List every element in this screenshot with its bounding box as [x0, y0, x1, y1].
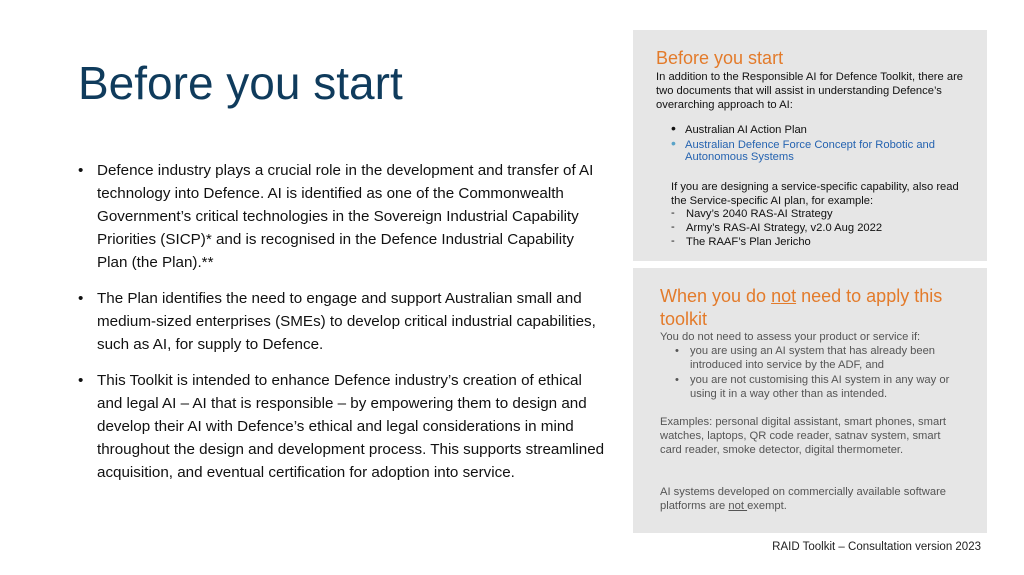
main-bullet-item — [78, 369, 608, 484]
before-you-start-panel — [633, 30, 987, 261]
service-plan-item — [671, 207, 971, 221]
footer-text: RAID Toolkit – Consultation version 2023 — [772, 541, 981, 553]
bullet-icon: • — [675, 345, 679, 357]
exempt-part: exempt. — [747, 500, 787, 512]
heading-part: When you do — [660, 286, 772, 306]
dash-icon: - — [671, 207, 675, 219]
service-plan-item — [671, 221, 971, 235]
main-bullet-text: The Plan identifies the need to engage and support Australian small and medium-sized enterprises (SMEs) to develop critical industrial capabilities, such as AI, for supply to Defence. — [97, 290, 596, 353]
main-bullet-list — [78, 159, 608, 497]
document-name: Australian AI Action Plan — [685, 124, 807, 136]
service-plan-name: Army’s RAS-AI Strategy, v2.0 Aug 2022 — [686, 222, 883, 234]
main-bullet-item — [78, 159, 608, 274]
service-plan-name: Navy’s 2040 RAS-AI Strategy — [686, 208, 833, 220]
panel-intro-text: In addition to the Responsible AI for Defence Toolkit, there are two documents that will assist in understanding Defence’s overarching approach to AI: — [656, 71, 964, 111]
dash-icon: - — [671, 235, 675, 247]
bullet-icon: • — [671, 134, 676, 151]
service-plan-item — [671, 235, 971, 249]
heading-part: need to apply this toolkit — [660, 286, 943, 329]
main-bullet-item — [78, 287, 608, 356]
service-specific-intro: If you are designing a service-specific capability, also read the Service-specific AI plan, for example: — [671, 181, 959, 207]
main-bullet-text: Defence industry plays a crucial role in the development and transfer of AI technology into Defence. AI is identified as one of the Commonwealth Government’s critical technologies in the Sovereign Industrial Capability Priorities (SICP)* and is recognised in the Defence Industrial Capability Plan (the Plan).** — [97, 162, 594, 271]
not-needed-panel — [633, 268, 987, 533]
service-plan-list — [671, 207, 971, 249]
condition-list — [675, 344, 965, 402]
exempt-part: AI systems developed on commercially available software platforms are — [660, 486, 947, 512]
condition-item — [675, 373, 965, 401]
heading-underlined: not — [771, 286, 797, 306]
bullet-icon: • — [78, 372, 84, 389]
exempt-underlined: not — [728, 500, 748, 512]
document-list — [671, 120, 971, 166]
dash-icon: - — [671, 221, 675, 233]
condition-item — [675, 344, 965, 372]
document-link[interactable]: Australian Defence Force Concept for Robotic and Autonomous Systems — [685, 138, 935, 163]
document-item-link[interactable] — [671, 134, 971, 164]
bullet-icon: • — [78, 162, 84, 179]
service-plan-name: The RAAF’s Plan Jericho — [686, 236, 811, 248]
condition-text: you are not customising this AI system in any way or using it in a way other than as intended. — [690, 374, 950, 400]
panel-intro-text: You do not need to assess your product or service if: — [660, 331, 921, 343]
main-bullet-text: This Toolkit is intended to enhance Defence industry’s creation of ethical and legal AI – AI that is responsible – by empowering them to design and develop their AI with Defence’s ethical and legal considerations in mind throughout the design and development process. This supports streamlined acquisition, and eventual certification for adoption into service. — [97, 372, 605, 481]
condition-text: you are using an AI system that has already been introduced into service by the ADF, and — [690, 345, 936, 371]
document-item — [671, 120, 971, 137]
examples-text: Examples: personal digital assistant, smart phones, smart watches, laptops, QR code reader, satnav system, smart card reader, smoke detector, digital thermometer. — [660, 416, 947, 456]
panel-heading: Before you start — [656, 48, 784, 68]
bullet-icon: • — [78, 290, 84, 307]
slide-title: Before you start — [78, 57, 403, 109]
bullet-icon: • — [675, 374, 679, 386]
panel-heading — [660, 285, 970, 331]
bullet-icon: • — [671, 120, 676, 136]
exempt-note — [660, 485, 960, 513]
